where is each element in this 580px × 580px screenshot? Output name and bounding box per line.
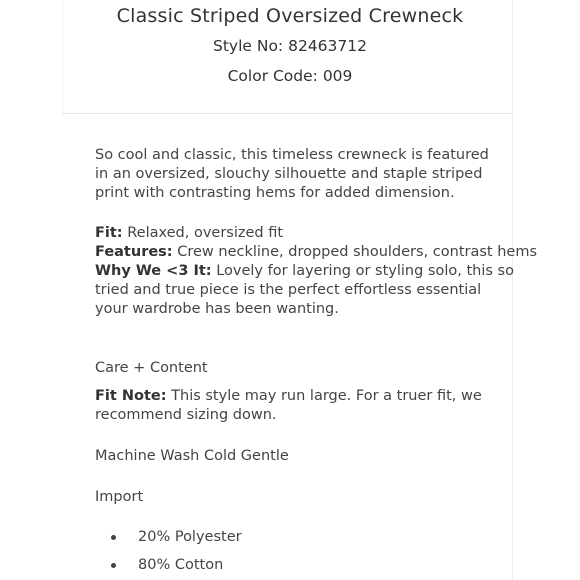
header-divider xyxy=(62,113,513,114)
features-line xyxy=(95,243,537,262)
material-text: 80% Cotton xyxy=(138,557,224,573)
fit-note-value: This style may run large. For a truer fit, we recommend sizing down. xyxy=(95,388,482,423)
why-line xyxy=(95,262,515,319)
features-label: Features: xyxy=(95,244,173,260)
material-text: 20% Polyester xyxy=(138,529,242,545)
fit-note xyxy=(95,387,495,425)
fit-note-label: Fit Note: xyxy=(95,388,167,404)
color-code: Color Code: 009 xyxy=(227,67,353,85)
product-details xyxy=(95,224,537,319)
intro-paragraph: So cool and classic, this timeless crewneck is featured in an oversized, slouchy silhouette and staple striped print with contrasting hems for added dimension. xyxy=(95,147,489,201)
wash-instructions: Machine Wash Cold Gentle xyxy=(95,448,289,464)
features-value: Crew neckline, dropped shoulders, contrast hems xyxy=(172,244,537,260)
bullet-icon xyxy=(111,563,116,568)
product-title: Classic Striped Oversized Crewneck xyxy=(116,5,464,27)
why-label: Why We <3 It: xyxy=(95,263,212,279)
import-label: Import xyxy=(95,489,144,505)
style-number: Style No: 82463712 xyxy=(213,37,367,55)
why-value: Lovely for layering or styling solo, this so tried and true piece is the perfect effortless essential your wardrobe has been wanting. xyxy=(95,263,514,317)
fit-value: Relaxed, oversized fit xyxy=(122,225,284,241)
care-heading: Care + Content xyxy=(95,360,208,376)
fit-line xyxy=(95,224,515,243)
bullet-icon xyxy=(111,535,116,540)
fit-label: Fit: xyxy=(95,225,123,241)
left-border xyxy=(62,0,63,118)
